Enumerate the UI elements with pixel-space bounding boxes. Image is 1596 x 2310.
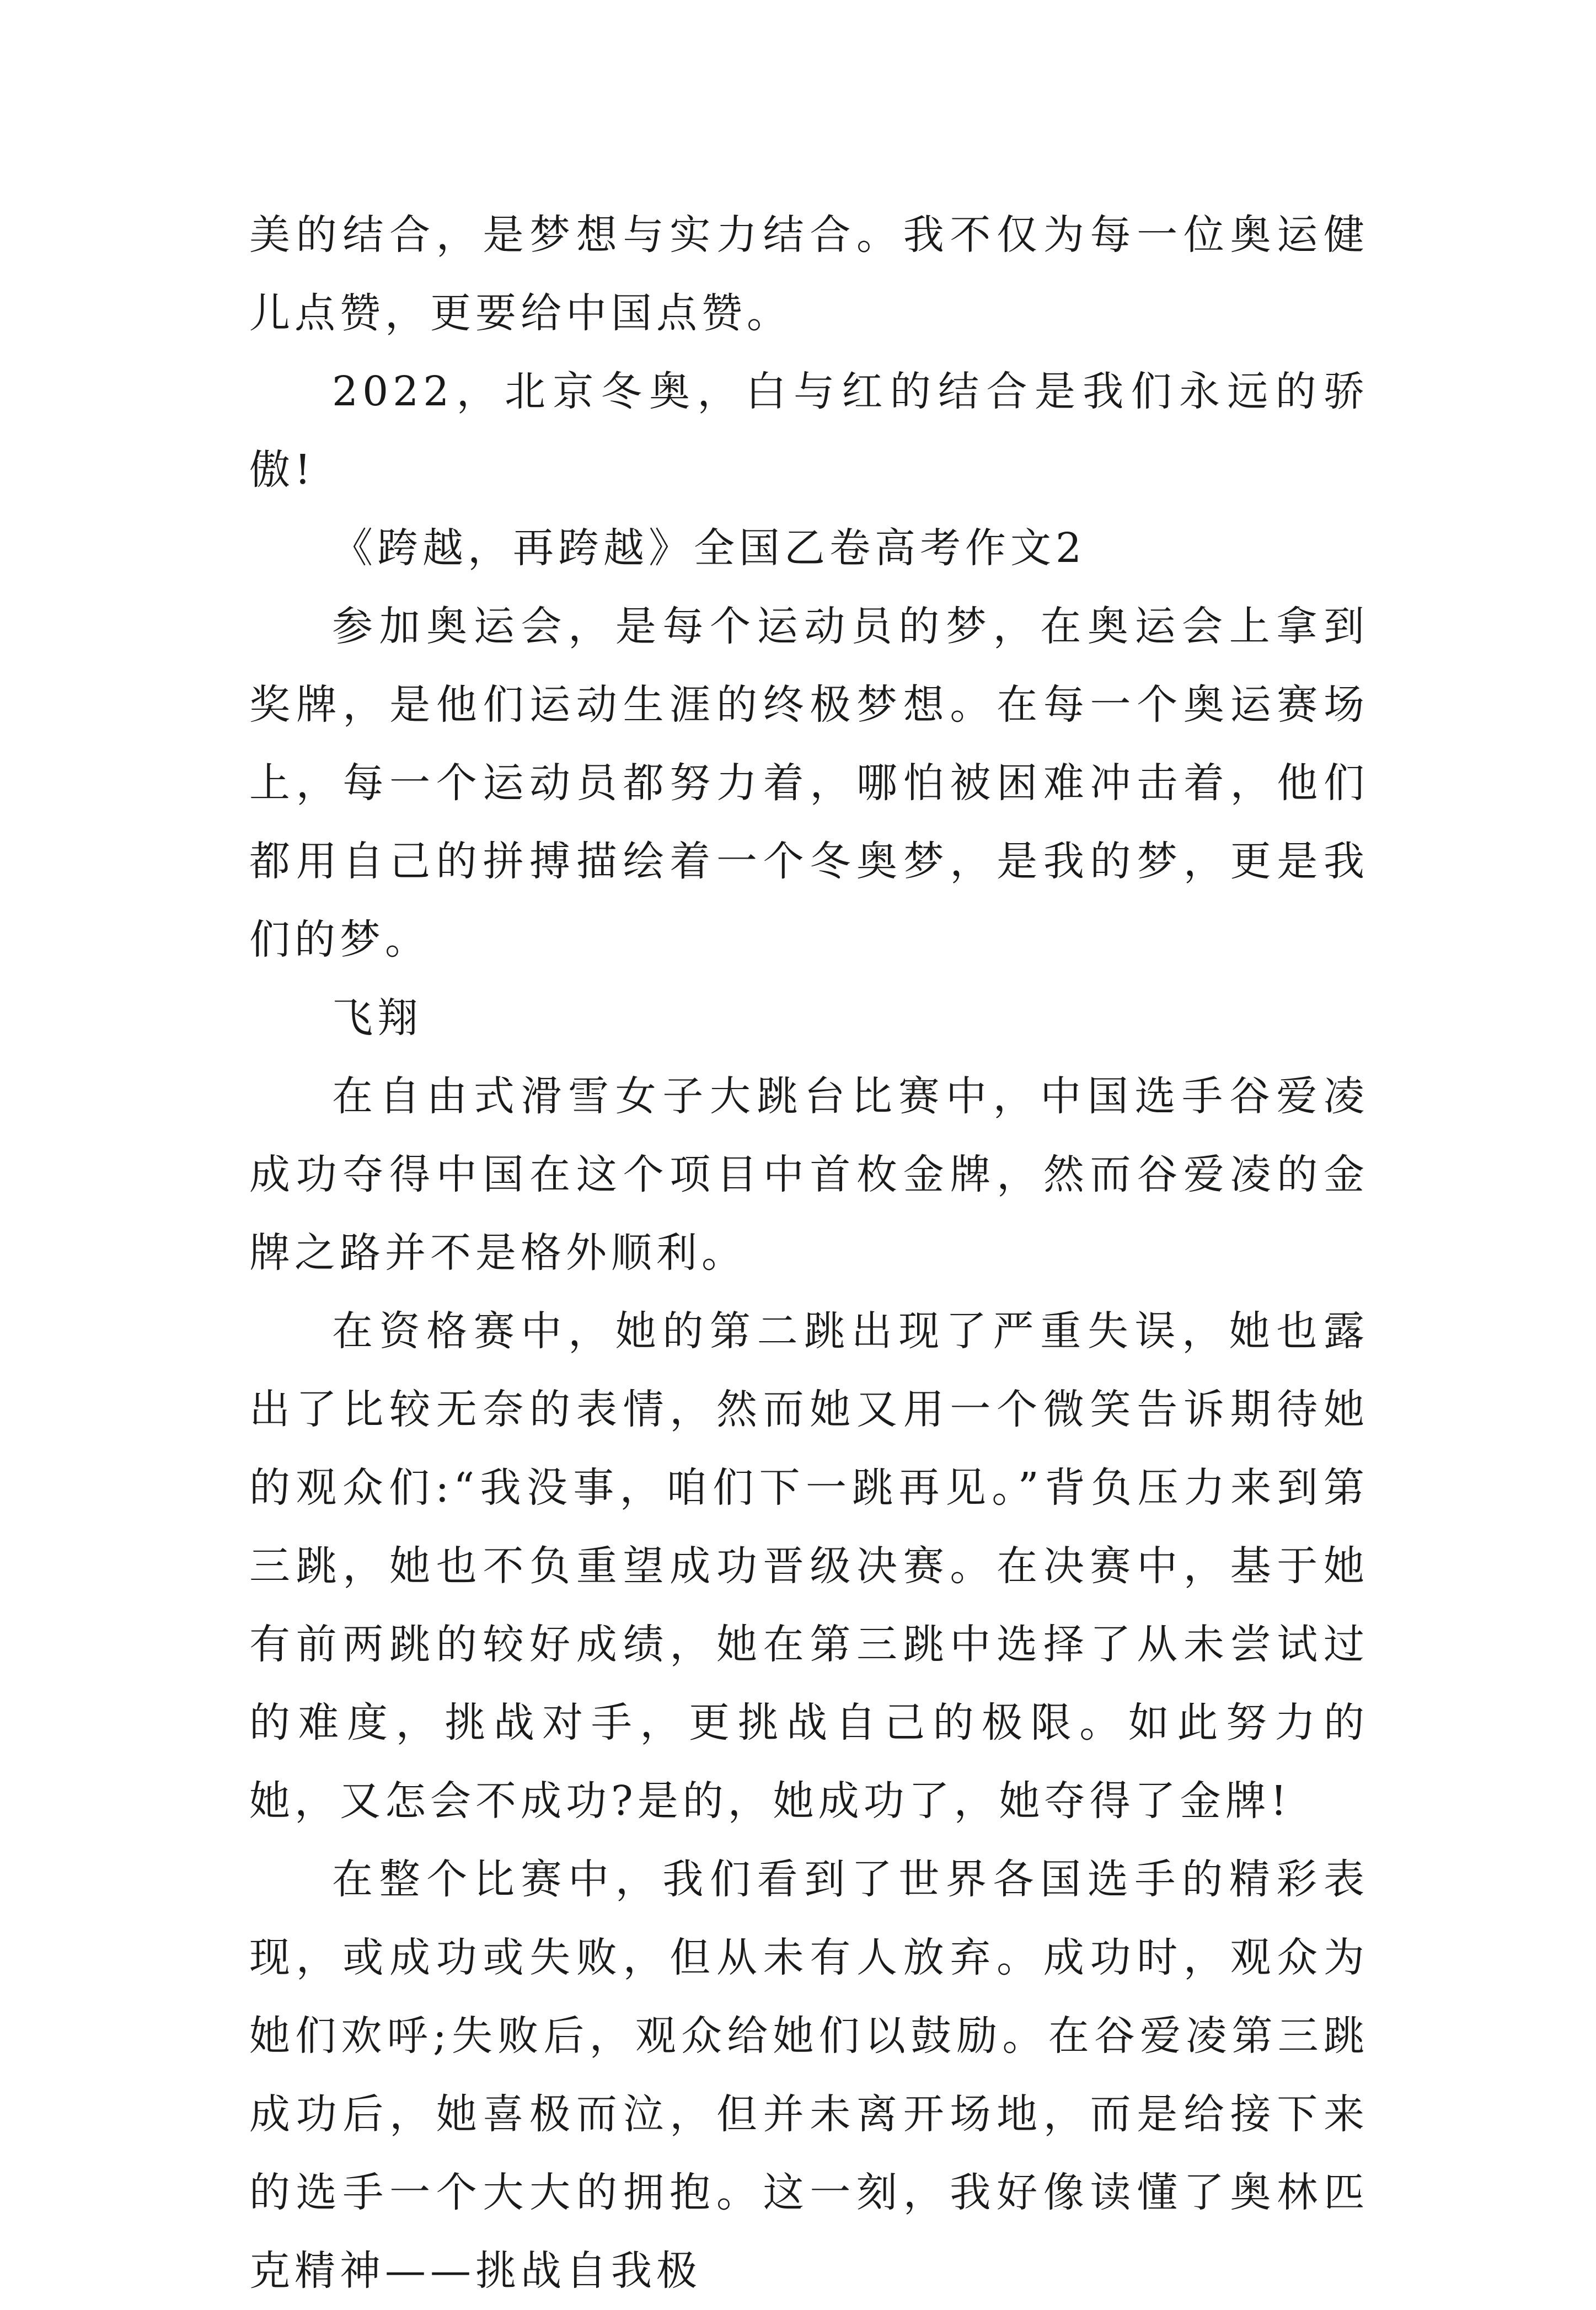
paragraph-gu-ailing-gold: 在自由式滑雪女子大跳台比赛中，中国选手谷爱凌成功夺得中国在这个项目中首枚金牌，然而谷爱凌的金牌之路并不是格外顺利。 — [249, 1073, 1369, 1277]
section-heading-fly: 飞翔 — [332, 994, 422, 1042]
paragraph-olympic-dream: 参加奥运会，是每个运动员的梦，在奥运会上拿到奖牌，是他们运动生涯的终极梦想。在每一个奥运赛场上，每一个运动员都努力着，哪怕被困难冲击着，他们都用自己的拼搏描绘着一个冬奥梦，是我的梦，更是我们的梦。 — [249, 603, 1369, 963]
paragraph-qualification: 在资格赛中，她的第二跳出现了严重失误，她也露出了比较无奈的表情，然而她又用一个微笑告诉期待她的观众们:“我没事，咱们下一跳再见。”背负压力来到第三跳，她也不负重望成功晋级决赛。在决赛中，基于她有前两跳的较好成绩，她在第三跳中选择了从未尝试过的难度，挑战对手，更挑战自己的极限。如此努力的她，又怎会不成功?是的，她成功了，她夺得了金牌! — [249, 1307, 1369, 1825]
paragraph-olympic-spirit: 在整个比赛中，我们看到了世界各国选手的精彩表现，或成功或失败，但从未有人放弃。成功时，观众为她们欢呼;失败后，观众给她们以鼓励。在谷爱凌第三跳成功后，她喜极而泣，但并未离开场地，而是给接下来的选手一个大大的拥抱。这一刻，我好像读懂了奥林匹克精神——挑战自我极 — [249, 1856, 1369, 2295]
essay-title: 《跨越，再跨越》全国乙卷高考作文2 — [332, 524, 1086, 572]
paragraph-continuation: 美的结合，是梦想与实力结合。我不仅为每一位奥运健儿点赞，更要给中国点赞。 — [249, 211, 1369, 337]
paragraph-2022: 2022，北京冬奥，白与红的结合是我们永远的骄傲! — [249, 368, 1369, 494]
body-text — [249, 196, 1369, 2310]
